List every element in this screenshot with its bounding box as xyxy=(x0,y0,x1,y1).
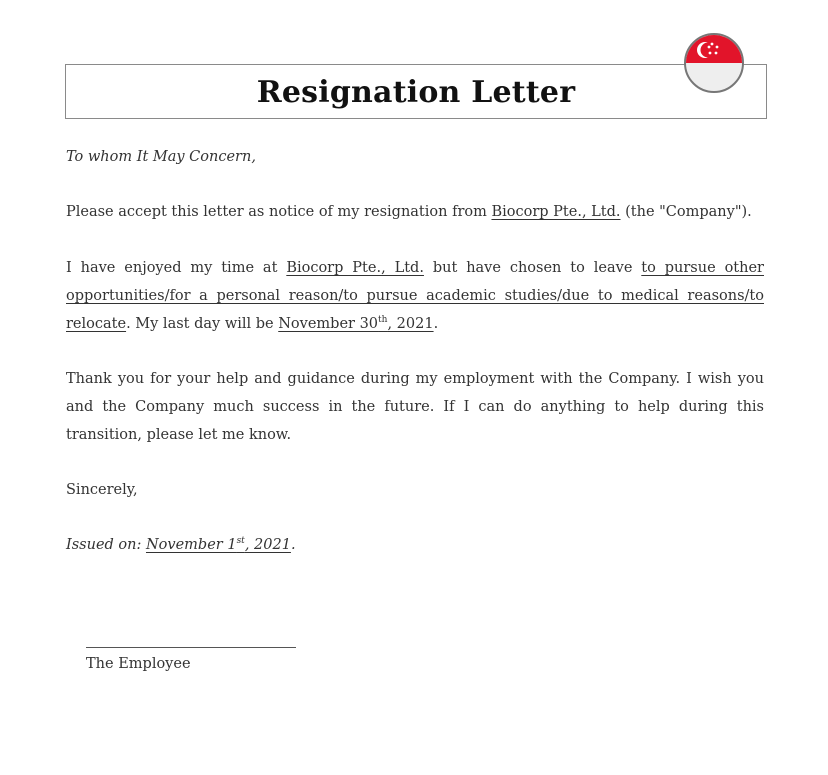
title-box xyxy=(65,64,767,119)
resignation-reasons: to pursue other opportunities/for a personal reason/to pursue academic studies/due to medical reasons/to relocate xyxy=(66,260,764,332)
company-name: Biocorp Pte., Ltd. xyxy=(491,204,621,220)
last-day-date: November 30th, 2021 xyxy=(278,315,434,332)
salutation: To whom It May Concern, xyxy=(66,149,256,165)
paragraph-notice: Please accept this letter as notice of my resignation from Biocorp Pte., Ltd. (the "Company"). xyxy=(66,204,752,220)
singapore-flag-icon xyxy=(684,33,744,93)
closing: Sincerely, xyxy=(66,482,138,498)
paragraph-reason: I have enjoyed my time at Biocorp Pte., Ltd. but have chosen to leave to pursue other opportunities/for a personal reason/to pursue academic studies/due to medical reasons/to relocate. My last day will be November 30th, 2021. xyxy=(66,260,764,332)
signature-line xyxy=(86,647,296,648)
issued-date: Issued on: November 1st, 2021. xyxy=(66,536,296,553)
paragraph-thanks: Thank you for your help and guidance during my employment with the Company. I wish you and the Company much success in the future. If I can do anything to help during this transition, please let me know. xyxy=(66,371,764,443)
issue-date: November 1st, 2021 xyxy=(145,536,291,553)
document-title: Resignation Letter xyxy=(256,75,576,110)
signature-label: The Employee xyxy=(86,656,191,672)
company-name: Biocorp Pte., Ltd. xyxy=(286,260,424,276)
